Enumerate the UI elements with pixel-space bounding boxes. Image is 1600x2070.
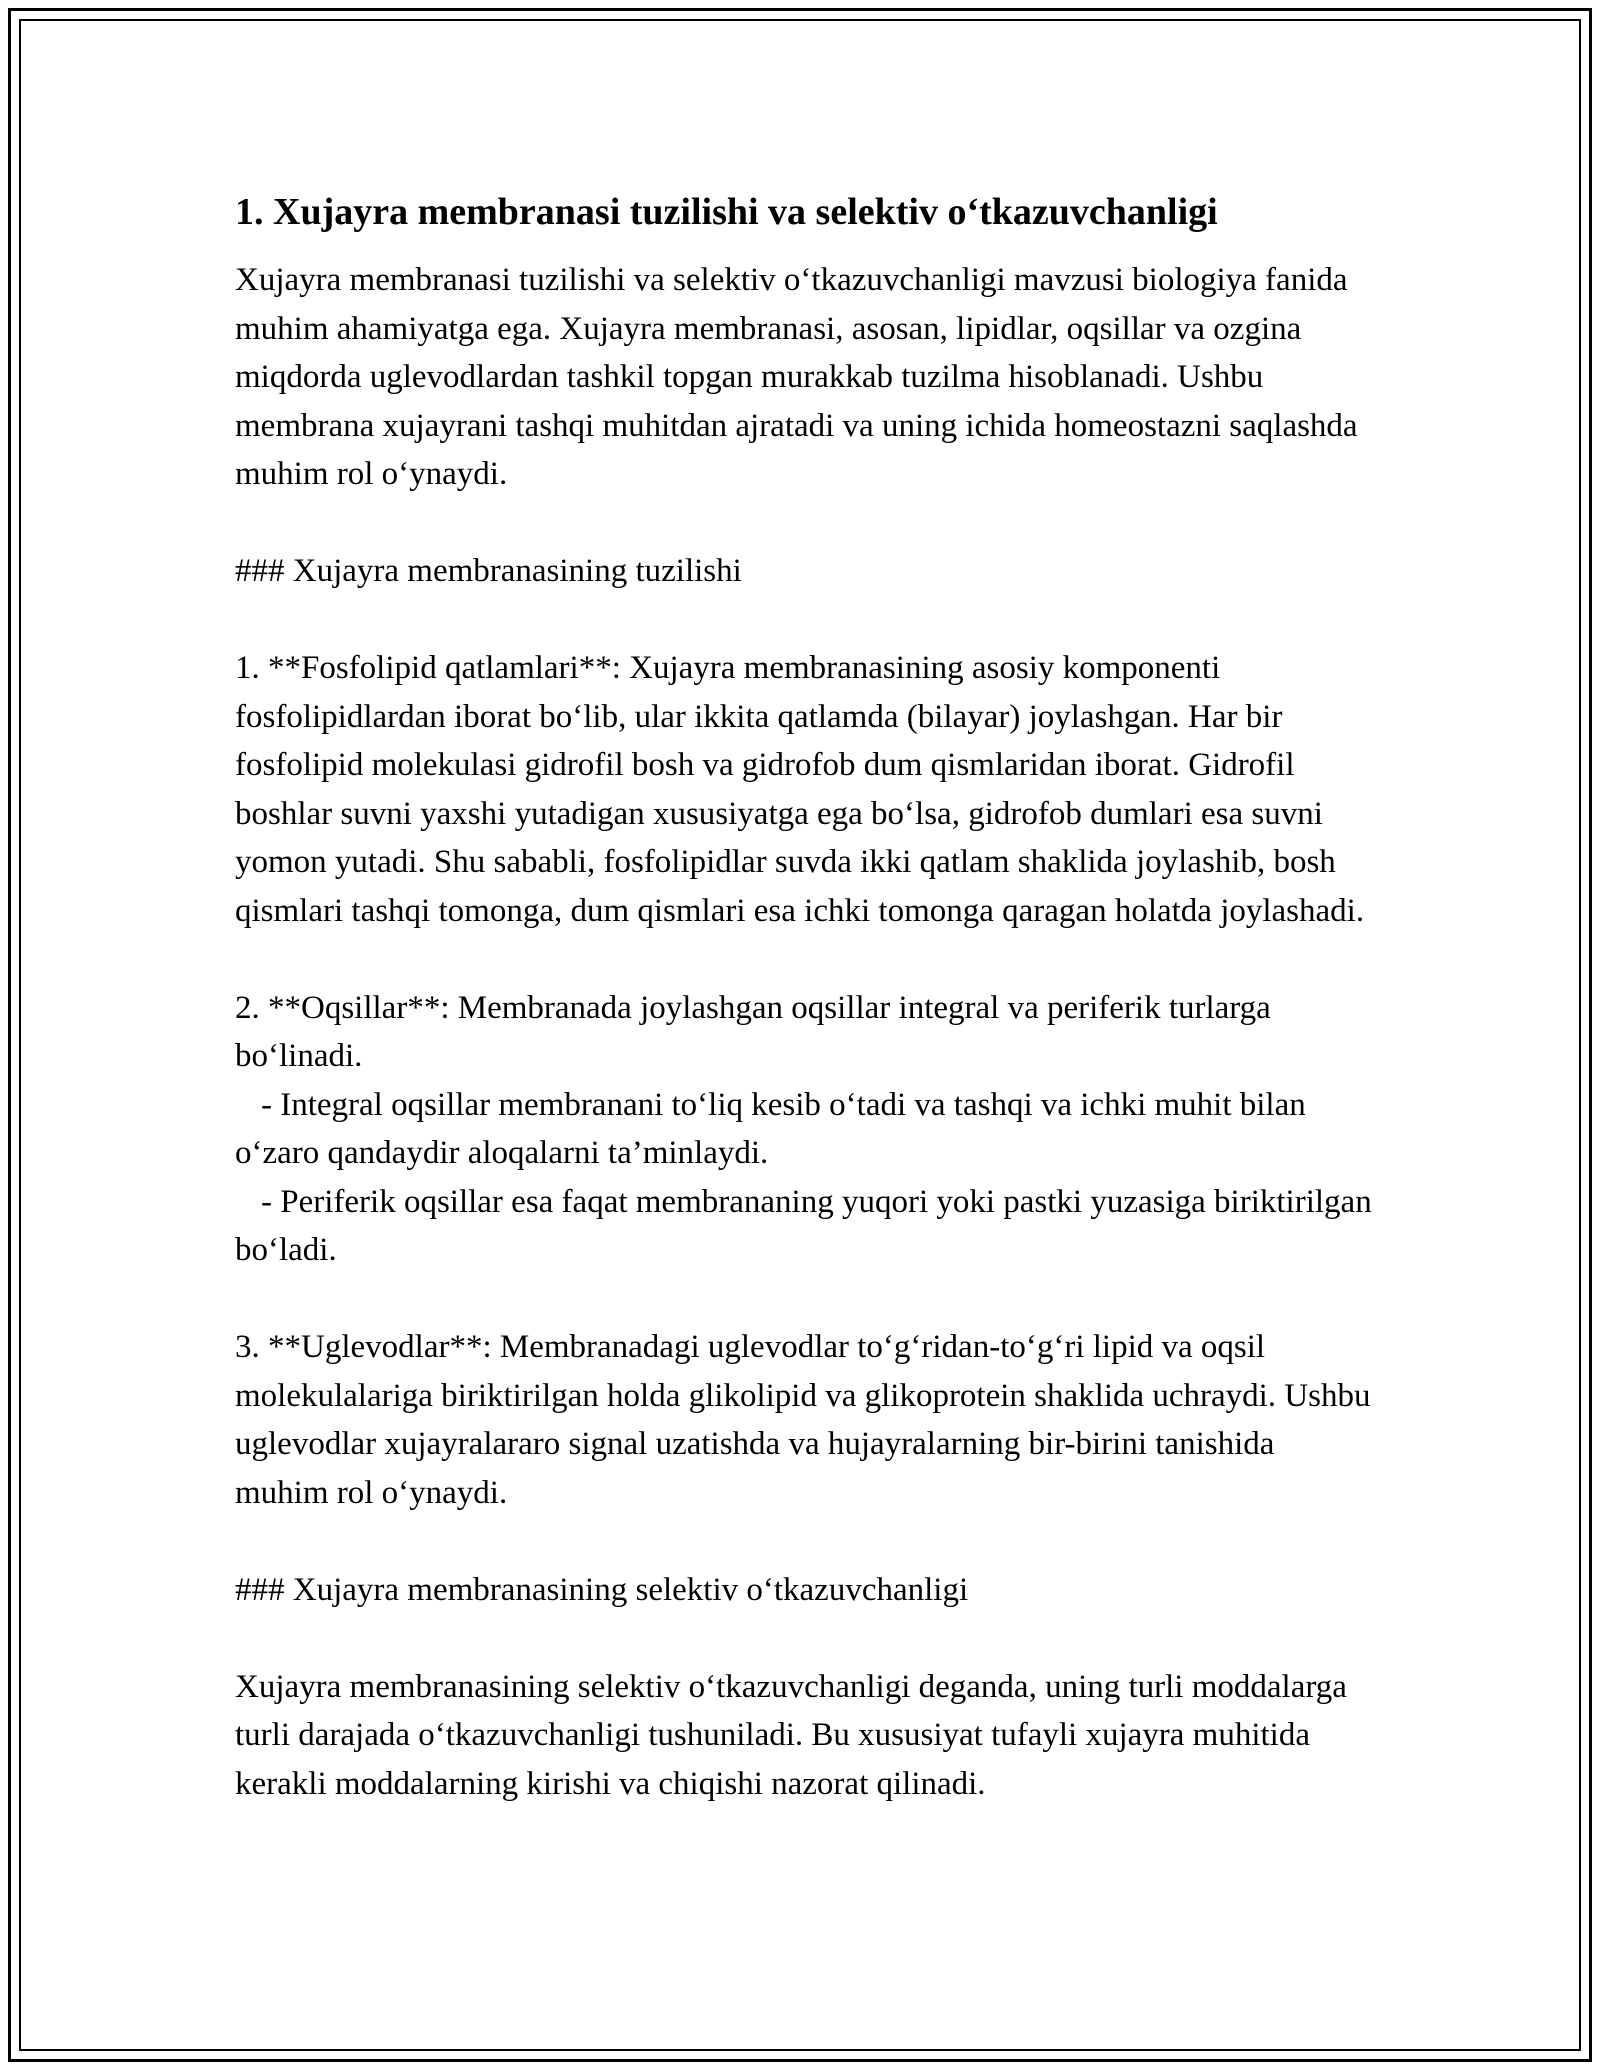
sub-item-peripheral-proteins: - Periferik oqsillar esa faqat membrananing yuqori yoki pastki yuzasiga biriktirilgan bo‘ladi.: [235, 1183, 1372, 1268]
paragraph-spacer: [235, 596, 1375, 645]
section-heading-structure: ### Xujayra membranasining tuzilishi: [235, 553, 742, 589]
document-body: [235, 186, 1375, 1808]
sub-item-integral-proteins: - Integral oqsillar membranani to‘liq kesib o‘tadi va tashqi va ichki muhit bilan o‘zaro qandaydir aloqalarni ta’minlaydi.: [235, 1086, 1306, 1171]
list-item-proteins: 2. **Oqsillar**: Membranada joylashgan oqsillar integral va periferik turlarga bo‘linadi.: [235, 989, 1271, 1074]
document-title: 1. Xujayra membranasi tuzilishi va selektiv o‘tkazuvchanligi: [235, 191, 1218, 233]
section-heading-selectivity: ### Xujayra membranasining selektiv o‘tkazuvchanligi: [235, 1571, 969, 1608]
paragraph-spacer: [235, 1275, 1375, 1324]
list-item-carbohydrates: 3. **Uglevodlar**: Membranadagi uglevodlar to‘g‘ridan-to‘g‘ri lipid va oqsil molekulalariga biriktirilgan holda glikolipid va glikoprotein shaklida uchraydi. Ushbu uglevodlar xujayralararo signal uzatishda va hujayralarning bir-birini tanishida muhim rol o‘ynaydi.: [235, 1329, 1371, 1511]
list-item-phospholipids: 1. **Fosfolipid qatlamlari**: Xujayra membranasining asosiy komponenti fosfolipidlardan iborat bo‘lib, ular ikkita qatlamda (bilayar) joylashgan. Har bir fosfolipid molekulasi gidrofil bosh va gidrofob dum qismlaridan iborat. Gidrofil boshlar suvni yaxshi yutadigan xususiyatga ega bo‘lsa, gidrofob dumlari esa suvni yomon yutadi. Shu sababli, fosfolipidlar suvda ikki qatlam shaklida joylashib, bosh qismlari tashqi tomonga, dum qismlari esa ichki tomonga qaragan holatda joylashadi.: [235, 650, 1365, 929]
intro-paragraph: Xujayra membranasi tuzilishi va selektiv o‘tkazuvchanligi mavzusi biologiya fanida muhim ahamiyatga ega. Xujayra membranasi, asosan, lipidlar, oqsillar va ozgina miqdorda uglevodlardan tashkil topgan murakkab tuzilma hisoblanadi. Ushbu membrana xujayrani tashqi muhitdan ajratadi va uning ichida homeostazni saqlashda muhim rol o‘ynaydi.: [235, 262, 1358, 492]
paragraph-spacer: [235, 935, 1375, 984]
paragraph-spacer: [235, 1614, 1375, 1663]
paragraph-spacer: [235, 499, 1375, 548]
closing-paragraph: Xujayra membranasining selektiv o‘tkazuvchanligi deganda, uning turli moddalarga turli darajada o‘tkazuvchanligi tushuniladi. Bu xususiyat tufayli xujayra muhitida kerakli moddalarning kirishi va chiqishi nazorat qilinadi.: [235, 1668, 1347, 1802]
paragraph-spacer: [235, 1517, 1375, 1566]
